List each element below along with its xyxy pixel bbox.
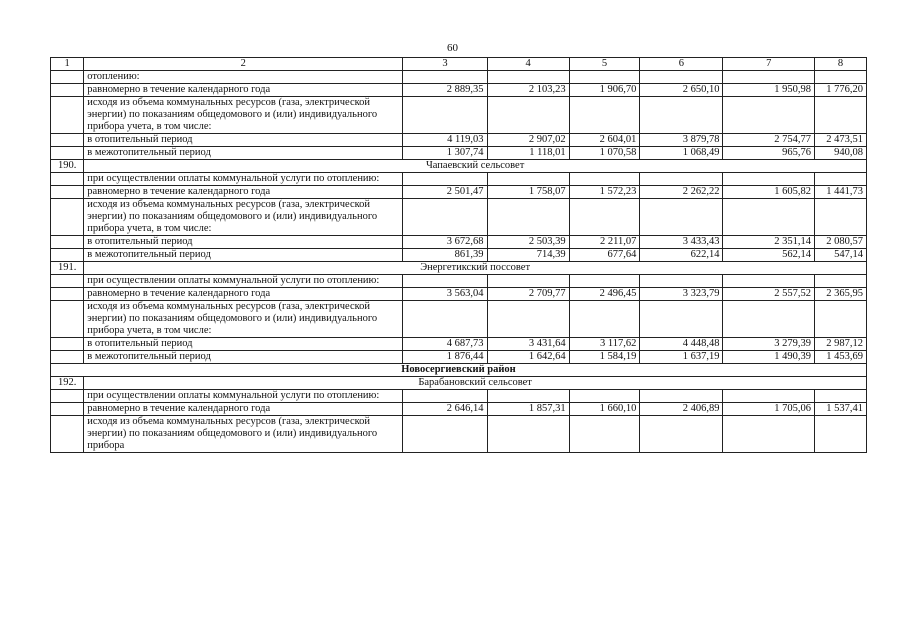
value-cell: 2 557,52 <box>723 288 814 301</box>
empty-value-cell <box>403 275 487 288</box>
row-number-cell <box>51 390 84 403</box>
empty-value-cell <box>814 71 866 84</box>
value-cell: 1 537,41 <box>814 403 866 416</box>
value-row <box>51 236 867 249</box>
value-cell: 1 950,98 <box>723 84 814 97</box>
value-row <box>51 147 867 160</box>
description-row <box>51 173 867 186</box>
value-cell: 2 351,14 <box>723 236 814 249</box>
value-cell: 1 660,10 <box>569 403 640 416</box>
column-number-header: 7 <box>723 58 814 71</box>
empty-value-cell <box>569 416 640 453</box>
empty-value-cell <box>569 97 640 134</box>
value-cell: 1 776,20 <box>814 84 866 97</box>
value-cell: 1 906,70 <box>569 84 640 97</box>
value-cell: 1 584,19 <box>569 351 640 364</box>
value-cell: 1 118,01 <box>487 147 569 160</box>
empty-value-cell <box>403 416 487 453</box>
row-label: в отопительный период <box>84 338 403 351</box>
column-number-header: 2 <box>84 58 403 71</box>
value-cell: 2 365,95 <box>814 288 866 301</box>
description-row <box>51 390 867 403</box>
empty-value-cell <box>640 301 723 338</box>
value-cell: 1 070,58 <box>569 147 640 160</box>
value-cell: 1 876,44 <box>403 351 487 364</box>
description-row <box>51 416 867 453</box>
empty-value-cell <box>403 390 487 403</box>
value-cell: 1 572,23 <box>569 186 640 199</box>
settlement-number: 192. <box>51 377 84 390</box>
value-row <box>51 351 867 364</box>
empty-value-cell <box>569 71 640 84</box>
row-label: в отопительный период <box>84 236 403 249</box>
row-number-cell <box>51 403 84 416</box>
empty-value-cell <box>569 275 640 288</box>
description-row <box>51 199 867 236</box>
settlement-name: Чапаевский сельсовет <box>84 160 867 173</box>
value-cell: 2 709,77 <box>487 288 569 301</box>
row-label: равномерно в течение календарного года <box>84 84 403 97</box>
description-text: при осуществлении оплаты коммунальной услуги по отоплению: <box>84 275 403 288</box>
description-text: исходя из объема коммунальных ресурсов (газа, электрической энергии) по показаниям общедомового и (или) индивидуального прибора учета, в том числе: <box>84 301 403 338</box>
row-number-cell <box>51 199 84 236</box>
value-cell: 1 605,82 <box>723 186 814 199</box>
empty-value-cell <box>814 275 866 288</box>
description-row <box>51 71 867 84</box>
value-row <box>51 338 867 351</box>
empty-value-cell <box>487 301 569 338</box>
page-number: 60 <box>447 42 458 54</box>
empty-value-cell <box>723 173 814 186</box>
value-cell: 2 501,47 <box>403 186 487 199</box>
settlement-number: 191. <box>51 262 84 275</box>
value-cell: 2 406,89 <box>640 403 723 416</box>
empty-value-cell <box>403 97 487 134</box>
empty-value-cell <box>723 416 814 453</box>
empty-value-cell <box>640 390 723 403</box>
row-number-cell <box>51 351 84 364</box>
value-cell: 3 672,68 <box>403 236 487 249</box>
value-cell: 1 490,39 <box>723 351 814 364</box>
empty-value-cell <box>723 390 814 403</box>
empty-value-cell <box>814 199 866 236</box>
value-cell: 2 473,51 <box>814 134 866 147</box>
empty-value-cell <box>640 173 723 186</box>
empty-value-cell <box>487 97 569 134</box>
row-number-cell <box>51 249 84 262</box>
value-cell: 965,76 <box>723 147 814 160</box>
description-row <box>51 301 867 338</box>
settlement-number: 190. <box>51 160 84 173</box>
row-label: в отопительный период <box>84 134 403 147</box>
description-row <box>51 97 867 134</box>
row-label: равномерно в течение календарного года <box>84 403 403 416</box>
empty-value-cell <box>814 390 866 403</box>
empty-value-cell <box>640 199 723 236</box>
settlement-row <box>51 262 867 275</box>
value-cell: 562,14 <box>723 249 814 262</box>
row-label: равномерно в течение календарного года <box>84 186 403 199</box>
value-cell: 3 433,43 <box>640 236 723 249</box>
settlement-name: Барабановский сельсовет <box>84 377 867 390</box>
row-number-cell <box>51 301 84 338</box>
row-label: в межотопительный период <box>84 249 403 262</box>
description-text: исходя из объема коммунальных ресурсов (газа, электрической энергии) по показаниям общедомового и (или) индивидуального прибора учета, в том числе: <box>84 199 403 236</box>
value-cell: 861,39 <box>403 249 487 262</box>
empty-value-cell <box>640 71 723 84</box>
empty-value-cell <box>569 390 640 403</box>
row-label: в межотопительный период <box>84 147 403 160</box>
settlement-row <box>51 160 867 173</box>
column-number-header: 5 <box>569 58 640 71</box>
empty-value-cell <box>487 416 569 453</box>
empty-value-cell <box>487 71 569 84</box>
value-cell: 1 642,64 <box>487 351 569 364</box>
empty-value-cell <box>814 97 866 134</box>
value-cell: 3 117,62 <box>569 338 640 351</box>
empty-value-cell <box>487 275 569 288</box>
row-number-cell <box>51 416 84 453</box>
value-cell: 4 119,03 <box>403 134 487 147</box>
value-cell: 547,14 <box>814 249 866 262</box>
value-cell: 1 307,74 <box>403 147 487 160</box>
row-number-cell <box>51 288 84 301</box>
value-cell: 3 323,79 <box>640 288 723 301</box>
value-cell: 2 907,02 <box>487 134 569 147</box>
value-cell: 1 441,73 <box>814 186 866 199</box>
row-label: равномерно в течение календарного года <box>84 288 403 301</box>
value-cell: 3 279,39 <box>723 338 814 351</box>
district-row <box>51 364 867 377</box>
value-row <box>51 186 867 199</box>
value-cell: 4 448,48 <box>640 338 723 351</box>
value-cell: 677,64 <box>569 249 640 262</box>
empty-value-cell <box>640 97 723 134</box>
value-row <box>51 288 867 301</box>
value-cell: 2 262,22 <box>640 186 723 199</box>
empty-value-cell <box>723 97 814 134</box>
value-cell: 2 650,10 <box>640 84 723 97</box>
value-cell: 1 857,31 <box>487 403 569 416</box>
row-number-cell <box>51 147 84 160</box>
row-number-cell <box>51 236 84 249</box>
value-cell: 3 431,64 <box>487 338 569 351</box>
settlement-row <box>51 377 867 390</box>
empty-value-cell <box>723 275 814 288</box>
row-number-cell <box>51 84 84 97</box>
value-row <box>51 249 867 262</box>
value-cell: 3 563,04 <box>403 288 487 301</box>
empty-value-cell <box>487 173 569 186</box>
value-cell: 2 211,07 <box>569 236 640 249</box>
row-number-cell <box>51 97 84 134</box>
empty-value-cell <box>569 173 640 186</box>
row-number-cell <box>51 338 84 351</box>
empty-value-cell <box>403 199 487 236</box>
value-cell: 622,14 <box>640 249 723 262</box>
value-cell: 2 754,77 <box>723 134 814 147</box>
empty-value-cell <box>640 275 723 288</box>
value-cell: 2 646,14 <box>403 403 487 416</box>
empty-value-cell <box>640 416 723 453</box>
value-cell: 2 889,35 <box>403 84 487 97</box>
empty-value-cell <box>814 416 866 453</box>
description-row <box>51 275 867 288</box>
empty-value-cell <box>569 301 640 338</box>
value-cell: 2 496,45 <box>569 288 640 301</box>
empty-value-cell <box>814 301 866 338</box>
row-number-cell <box>51 71 84 84</box>
district-name: Новосергиевский район <box>51 364 867 377</box>
value-cell: 1 705,06 <box>723 403 814 416</box>
value-cell: 1 637,19 <box>640 351 723 364</box>
description-text: при осуществлении оплаты коммунальной услуги по отоплению: <box>84 390 403 403</box>
column-number-header: 4 <box>487 58 569 71</box>
value-cell: 3 879,78 <box>640 134 723 147</box>
value-cell: 2 503,39 <box>487 236 569 249</box>
empty-value-cell <box>723 301 814 338</box>
column-number-header: 8 <box>814 58 866 71</box>
row-number-cell <box>51 134 84 147</box>
empty-value-cell <box>723 71 814 84</box>
column-number-header: 1 <box>51 58 84 71</box>
description-text: исходя из объема коммунальных ресурсов (газа, электрической энергии) по показаниям общедомового и (или) индивидуального прибора учета, в том числе: <box>84 97 403 134</box>
value-cell: 4 687,73 <box>403 338 487 351</box>
settlement-name: Энергетикский поссовет <box>84 262 867 275</box>
value-cell: 1 453,69 <box>814 351 866 364</box>
empty-value-cell <box>487 199 569 236</box>
value-cell: 1 758,07 <box>487 186 569 199</box>
column-number-header-row <box>51 58 867 71</box>
row-number-cell <box>51 275 84 288</box>
column-number-header: 3 <box>403 58 487 71</box>
empty-value-cell <box>723 199 814 236</box>
description-text: отоплению: <box>84 71 403 84</box>
empty-value-cell <box>814 173 866 186</box>
value-row <box>51 84 867 97</box>
value-cell: 2 080,57 <box>814 236 866 249</box>
row-number-cell <box>51 173 84 186</box>
value-cell: 940,08 <box>814 147 866 160</box>
tariff-table <box>50 57 867 453</box>
row-label: в межотопительный период <box>84 351 403 364</box>
empty-value-cell <box>403 71 487 84</box>
description-text: при осуществлении оплаты коммунальной услуги по отоплению: <box>84 173 403 186</box>
value-cell: 2 987,12 <box>814 338 866 351</box>
row-number-cell <box>51 186 84 199</box>
value-cell: 714,39 <box>487 249 569 262</box>
description-text: исходя из объема коммунальных ресурсов (газа, электрической энергии) по показаниям общедомового и (или) индивидуального прибора <box>84 416 403 453</box>
value-cell: 1 068,49 <box>640 147 723 160</box>
value-cell: 2 604,01 <box>569 134 640 147</box>
empty-value-cell <box>403 173 487 186</box>
empty-value-cell <box>569 199 640 236</box>
value-row <box>51 134 867 147</box>
value-cell: 2 103,23 <box>487 84 569 97</box>
empty-value-cell <box>487 390 569 403</box>
empty-value-cell <box>403 301 487 338</box>
column-number-header: 6 <box>640 58 723 71</box>
value-row <box>51 403 867 416</box>
